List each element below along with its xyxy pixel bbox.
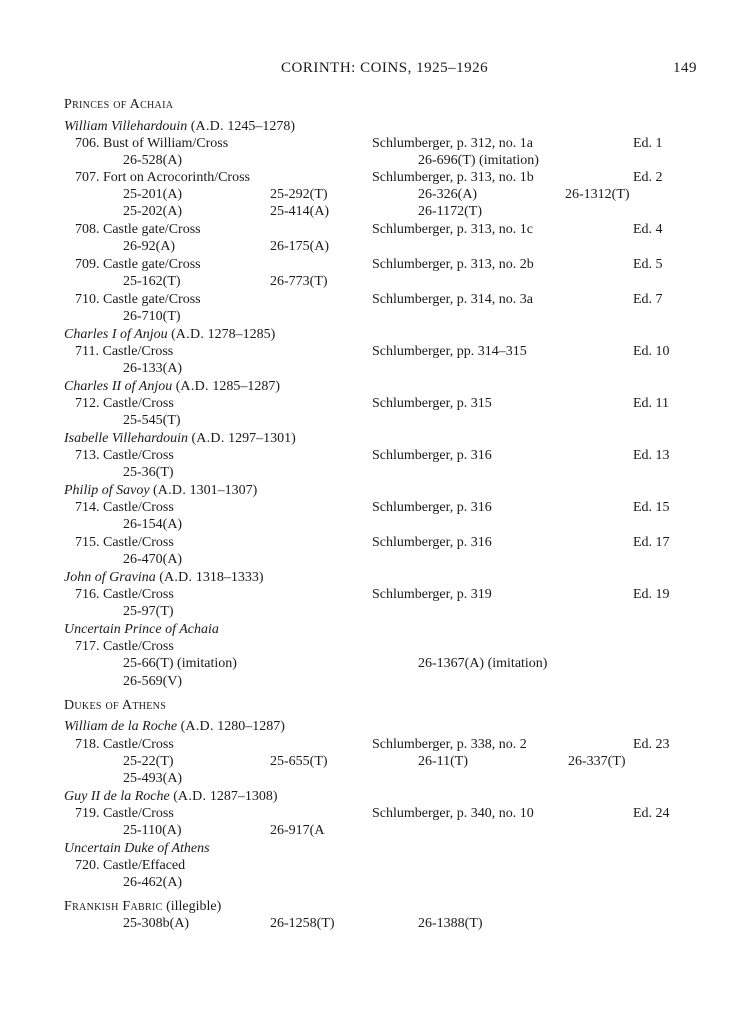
ruler-heading: Uncertain Duke of Athens (64, 841, 210, 856)
inventory-number: 25-308b(A) (123, 916, 190, 931)
edition-number: Ed. 24 (633, 806, 670, 821)
inventory-number: 26-1312(T) (565, 187, 630, 202)
entry-reference: Schlumberger, p. 316 (372, 448, 492, 463)
edition-number: Ed. 17 (633, 535, 670, 550)
inventory-number: 26-133(A) (123, 361, 183, 376)
inventory-number: 26-528(A) (123, 153, 183, 168)
inventory-number: 26-773(T) (270, 274, 328, 289)
entry-reference: Schlumberger, p. 340, no. 10 (372, 806, 534, 821)
entry-label: 708. Castle gate/Cross (75, 222, 201, 237)
ruler-heading: Isabelle Villehardouin (A.D. 1297–1301) (64, 431, 296, 446)
inventory-number: 25-66(T) (imitation) (123, 656, 237, 671)
edition-number: Ed. 13 (633, 448, 670, 463)
inventory-number: 26-1388(T) (418, 916, 483, 931)
entry-reference: Schlumberger, p. 314, no. 3a (372, 292, 533, 307)
entry-label: 717. Castle/Cross (75, 639, 174, 654)
inventory-number: 26-1367(A) (imitation) (418, 656, 548, 671)
edition-number: Ed. 5 (633, 257, 663, 272)
inventory-number: 25-97(T) (123, 604, 174, 619)
entry-label: 709. Castle gate/Cross (75, 257, 201, 272)
edition-number: Ed. 7 (633, 292, 663, 307)
ruler-heading: William de la Roche (A.D. 1280–1287) (64, 719, 285, 734)
ruler-heading: John of Gravina (A.D. 1318–1333) (64, 570, 264, 585)
ruler-heading: Philip of Savoy (A.D. 1301–1307) (64, 483, 258, 498)
entry-reference: Schlumberger, pp. 314–315 (372, 344, 527, 359)
inventory-number: 25-655(T) (270, 754, 328, 769)
edition-number: Ed. 11 (633, 396, 670, 411)
edition-number: Ed. 1 (633, 136, 663, 151)
entry-reference: Schlumberger, p. 338, no. 2 (372, 737, 527, 752)
inventory-number: 25-201(A) (123, 187, 183, 202)
inventory-number: 26-917(A (270, 823, 325, 838)
inventory-number: 26-1172(T) (418, 204, 483, 219)
entry-reference: Schlumberger, p. 316 (372, 500, 492, 515)
edition-number: Ed. 23 (633, 737, 670, 752)
ruler-heading: Charles I of Anjou (A.D. 1278–1285) (64, 327, 276, 342)
inventory-number: 26-710(T) (123, 309, 181, 324)
inventory-number: 26-175(A) (270, 239, 330, 254)
entry-label: 711. Castle/Cross (75, 344, 174, 359)
inventory-number: 26-462(A) (123, 875, 183, 890)
section-heading-achaia: Princes of Achaia (64, 97, 174, 112)
entry-label: 706. Bust of William/Cross (75, 136, 229, 151)
inventory-number: 25-110(A) (123, 823, 182, 838)
entry-reference: Schlumberger, p. 319 (372, 587, 492, 602)
inventory-number: 25-292(T) (270, 187, 328, 202)
inventory-number: 26-326(A) (418, 187, 478, 202)
entry-label: 710. Castle gate/Cross (75, 292, 201, 307)
inventory-number: 26-11(T) (418, 754, 469, 769)
edition-number: Ed. 10 (633, 344, 670, 359)
ruler-heading: Guy II de la Roche (A.D. 1287–1308) (64, 789, 278, 804)
inventory-number: 26-92(A) (123, 239, 176, 254)
entry-label: 713. Castle/Cross (75, 448, 174, 463)
section-heading-athens: Dukes of Athens (64, 698, 167, 713)
edition-number: Ed. 2 (633, 170, 663, 185)
entry-reference: Schlumberger, p. 313, no. 2b (372, 257, 534, 272)
inventory-number: 26-337(T) (568, 754, 626, 769)
inventory-number: 26-470(A) (123, 552, 183, 567)
entry-label: 714. Castle/Cross (75, 500, 174, 515)
entry-reference: Schlumberger, p. 316 (372, 535, 492, 550)
edition-number: Ed. 15 (633, 500, 670, 515)
entry-label: 718. Castle/Cross (75, 737, 174, 752)
inventory-number: 25-414(A) (270, 204, 330, 219)
page-number: 149 (673, 60, 697, 76)
inventory-number: 26-696(T) (imitation) (418, 153, 539, 168)
ruler-heading: Uncertain Prince of Achaia (64, 622, 219, 637)
inventory-number: 25-493(A) (123, 771, 183, 786)
entry-label: 719. Castle/Cross (75, 806, 174, 821)
entry-label: 707. Fort on Acrocorinth/Cross (75, 170, 250, 185)
inventory-number: 26-569(V) (123, 674, 183, 689)
entry-label: 716. Castle/Cross (75, 587, 174, 602)
entry-label: 712. Castle/Cross (75, 396, 174, 411)
edition-number: Ed. 19 (633, 587, 670, 602)
inventory-number: 25-36(T) (123, 465, 174, 480)
inventory-number: 26-1258(T) (270, 916, 335, 931)
section-heading-frankish: Frankish Fabric (illegible) (64, 899, 222, 914)
edition-number: Ed. 4 (633, 222, 663, 237)
entry-reference: Schlumberger, p. 313, no. 1b (372, 170, 534, 185)
entry-reference: Schlumberger, p. 312, no. 1a (372, 136, 533, 151)
entry-reference: Schlumberger, p. 313, no. 1c (372, 222, 533, 237)
inventory-number: 25-202(A) (123, 204, 183, 219)
inventory-number: 26-154(A) (123, 517, 183, 532)
inventory-number: 25-545(T) (123, 413, 181, 428)
page-title: CORINTH: COINS, 1925–1926 (281, 60, 489, 76)
ruler-heading: Charles II of Anjou (A.D. 1285–1287) (64, 379, 281, 394)
entry-label: 715. Castle/Cross (75, 535, 174, 550)
inventory-number: 25-162(T) (123, 274, 181, 289)
inventory-number: 25-22(T) (123, 754, 174, 769)
entry-reference: Schlumberger, p. 315 (372, 396, 492, 411)
entry-label: 720. Castle/Effaced (75, 858, 186, 873)
ruler-heading: William Villehardouin (A.D. 1245–1278) (64, 119, 296, 134)
